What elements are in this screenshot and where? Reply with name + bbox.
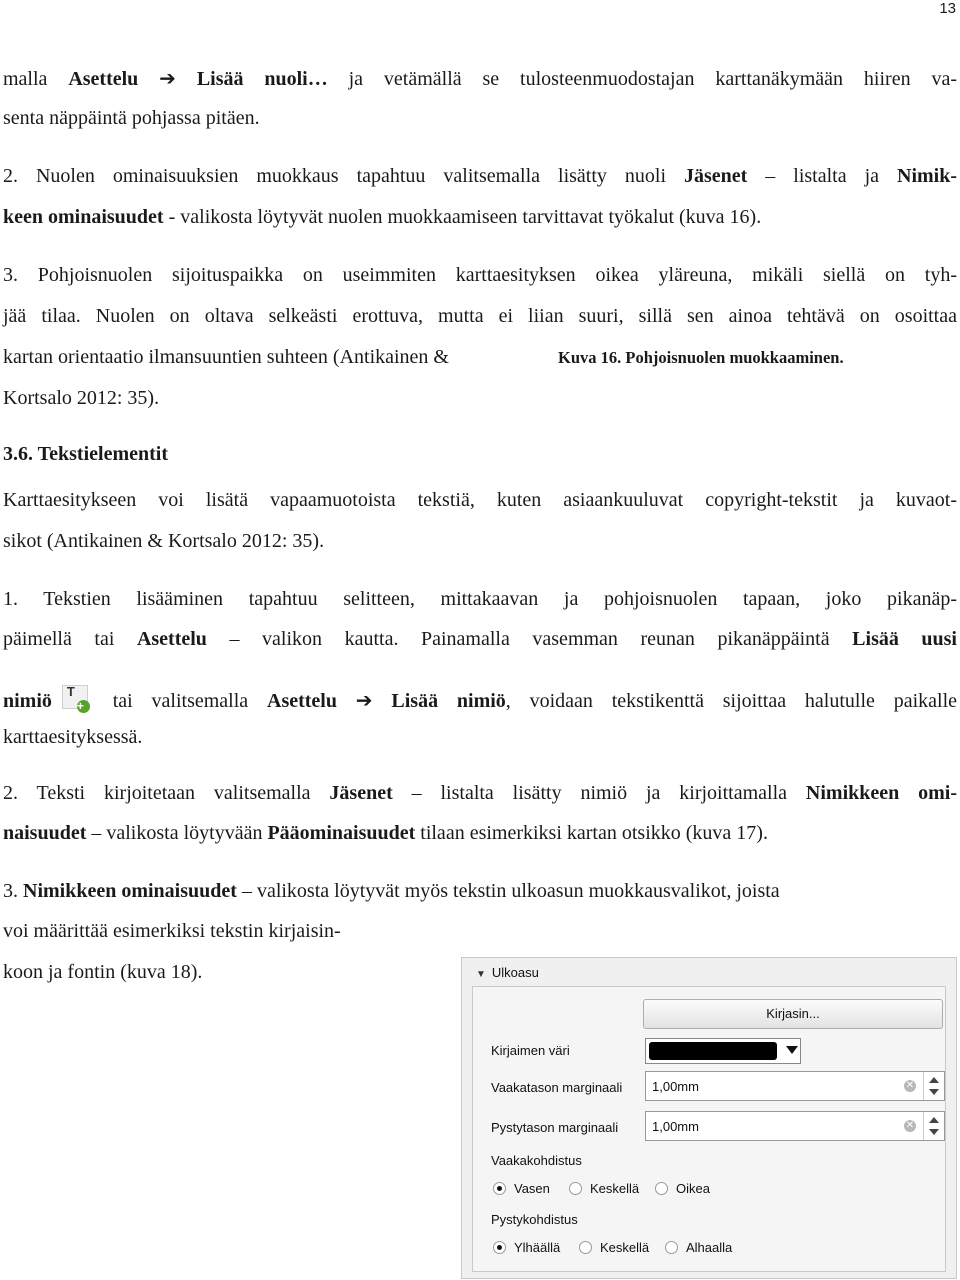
v-align-top-radio[interactable]: Ylhäällä xyxy=(493,1240,560,1255)
appearance-section-header[interactable] xyxy=(476,965,539,980)
p5-line2: päimellä tai Asettelu – valikon kautta. Painamalla vasemman reunan pikanäppäintä Lisää uusi xyxy=(3,628,957,650)
clear-icon[interactable]: ✕ xyxy=(905,1080,915,1091)
spin-up-icon[interactable] xyxy=(929,1077,939,1083)
p1-line2: senta näppäintä pohjassa pitäen. xyxy=(3,107,260,129)
p3-line1: 3. Pohjoisnuolen sijoituspaikka on useimmiten karttaesityksen oikea yläreuna, mikäli siellä on tyh- xyxy=(3,264,957,286)
spin-down-icon[interactable] xyxy=(929,1129,939,1135)
v-align-middle-radio[interactable]: Keskellä xyxy=(579,1240,649,1255)
p2-line1: 2. Nuolen ominaisuuksien muokkaus tapahtuu valitsemalla lisätty nuoli Jäsenet – listalta ja Nimik- xyxy=(3,165,957,187)
p4-line1: Karttaesitykseen voi lisätä vapaamuotoista tekstiä, kuten asiaankuuluvat copyright-tekstit ja kuvaot- xyxy=(3,489,957,511)
p7-line1: 3. Nimikkeen ominaisuudet – valikosta löytyvät myös tekstin ulkoasun muokkausvalikot, joista xyxy=(3,880,780,902)
p6-line2: naisuudet – valikosta löytyvään Pääominaisuudet tilaan esimerkiksi kartan otsikko (kuva 17). xyxy=(3,822,768,844)
font-color-swatch xyxy=(649,1042,777,1060)
v-margin-spinbox[interactable] xyxy=(645,1111,945,1141)
collapse-triangle-icon[interactable]: ▼ xyxy=(476,969,486,980)
p1-line1: malla Asettelu ➔ Lisää nuoli… ja vetämällä se tulosteenmuodostajan karttanäkymään hiiren va- xyxy=(3,68,957,90)
p7-line3: koon ja fontin (kuva 18). xyxy=(3,961,203,983)
p3-line3: kartan orientaatio ilmansuuntien suhteen (Antikainen & xyxy=(3,346,449,368)
section-heading: 3.6. Tekstielementit xyxy=(3,443,168,465)
add-label-icon: T + xyxy=(60,683,90,713)
font-button[interactable]: Kirjasin... xyxy=(643,999,943,1029)
h-align-right-radio[interactable]: Oikea xyxy=(655,1181,710,1196)
p6-line1: 2. Teksti kirjoitetaan valitsemalla Jäsenet – listalta lisätty nimiö ja kirjoittamalla Nimikkeen omi- xyxy=(3,782,957,804)
p2-line2: keen ominaisuudet - valikosta löytyvät nuolen muokkaamiseen tarvittavat työkalut (kuva 16). xyxy=(3,206,762,228)
radio-icon xyxy=(665,1241,678,1254)
radio-icon xyxy=(655,1182,668,1195)
p7-line2: voi määrittää esimerkiksi tekstin kirjaisin- xyxy=(3,920,341,942)
font-color-label: Kirjaimen väri xyxy=(491,1043,570,1058)
radio-selected-icon xyxy=(493,1241,506,1254)
p3-line4: Kortsalo 2012: 35). xyxy=(3,387,160,409)
v-align-bottom-radio[interactable]: Alhaalla xyxy=(665,1240,732,1255)
h-align-left-radio[interactable]: Vasen xyxy=(493,1181,550,1196)
h-align-center-radio[interactable]: Keskellä xyxy=(569,1181,639,1196)
spin-arrows[interactable] xyxy=(923,1112,944,1140)
radio-selected-icon xyxy=(493,1182,506,1195)
page-number: 13 xyxy=(939,0,956,17)
appearance-group xyxy=(472,986,946,1272)
appearance-section-title: Ulkoasu xyxy=(491,965,539,980)
clear-icon[interactable]: ✕ xyxy=(905,1120,915,1131)
h-align-label: Vaakakohdistus xyxy=(491,1153,582,1168)
appearance-panel xyxy=(461,957,957,1279)
v-margin-label: Pystytason marginaali xyxy=(491,1120,619,1135)
radio-icon xyxy=(569,1182,582,1195)
font-color-picker[interactable] xyxy=(645,1038,801,1064)
chevron-down-icon[interactable] xyxy=(786,1046,798,1054)
p5-line3: nimiö T + tai valitsemalla Asettelu ➔ Lisää nimiö, voidaan tekstikenttä sijoittaa halutulle paikalle xyxy=(3,684,958,713)
v-align-label: Pystykohdistus xyxy=(491,1212,578,1227)
p5-line4: karttaesityksessä. xyxy=(3,726,143,748)
h-margin-spinbox[interactable] xyxy=(645,1071,945,1101)
p4-line2: sikot (Antikainen & Kortsalo 2012: 35). xyxy=(3,530,325,552)
v-margin-value: 1,00mm xyxy=(652,1119,699,1134)
h-margin-label: Vaakatason marginaali xyxy=(491,1080,623,1095)
spin-arrows[interactable] xyxy=(923,1072,944,1100)
spin-up-icon[interactable] xyxy=(929,1117,939,1123)
h-margin-value: 1,00mm xyxy=(652,1079,699,1094)
spin-down-icon[interactable] xyxy=(929,1089,939,1095)
p3-line2: jää tilaa. Nuolen on oltava selkeästi erottuva, mutta ei liian suuri, sillä sen ainoa tehtävä on osoittaa xyxy=(3,305,957,327)
figure-caption-16: Kuva 16. Pohjoisnuolen muokkaaminen. xyxy=(558,348,844,367)
radio-icon xyxy=(579,1241,592,1254)
p5-line1: 1. Tekstien lisääminen tapahtuu selitteen, mittakaavan ja pohjoisnuolen tapaan, joko pikanäp- xyxy=(3,588,957,610)
